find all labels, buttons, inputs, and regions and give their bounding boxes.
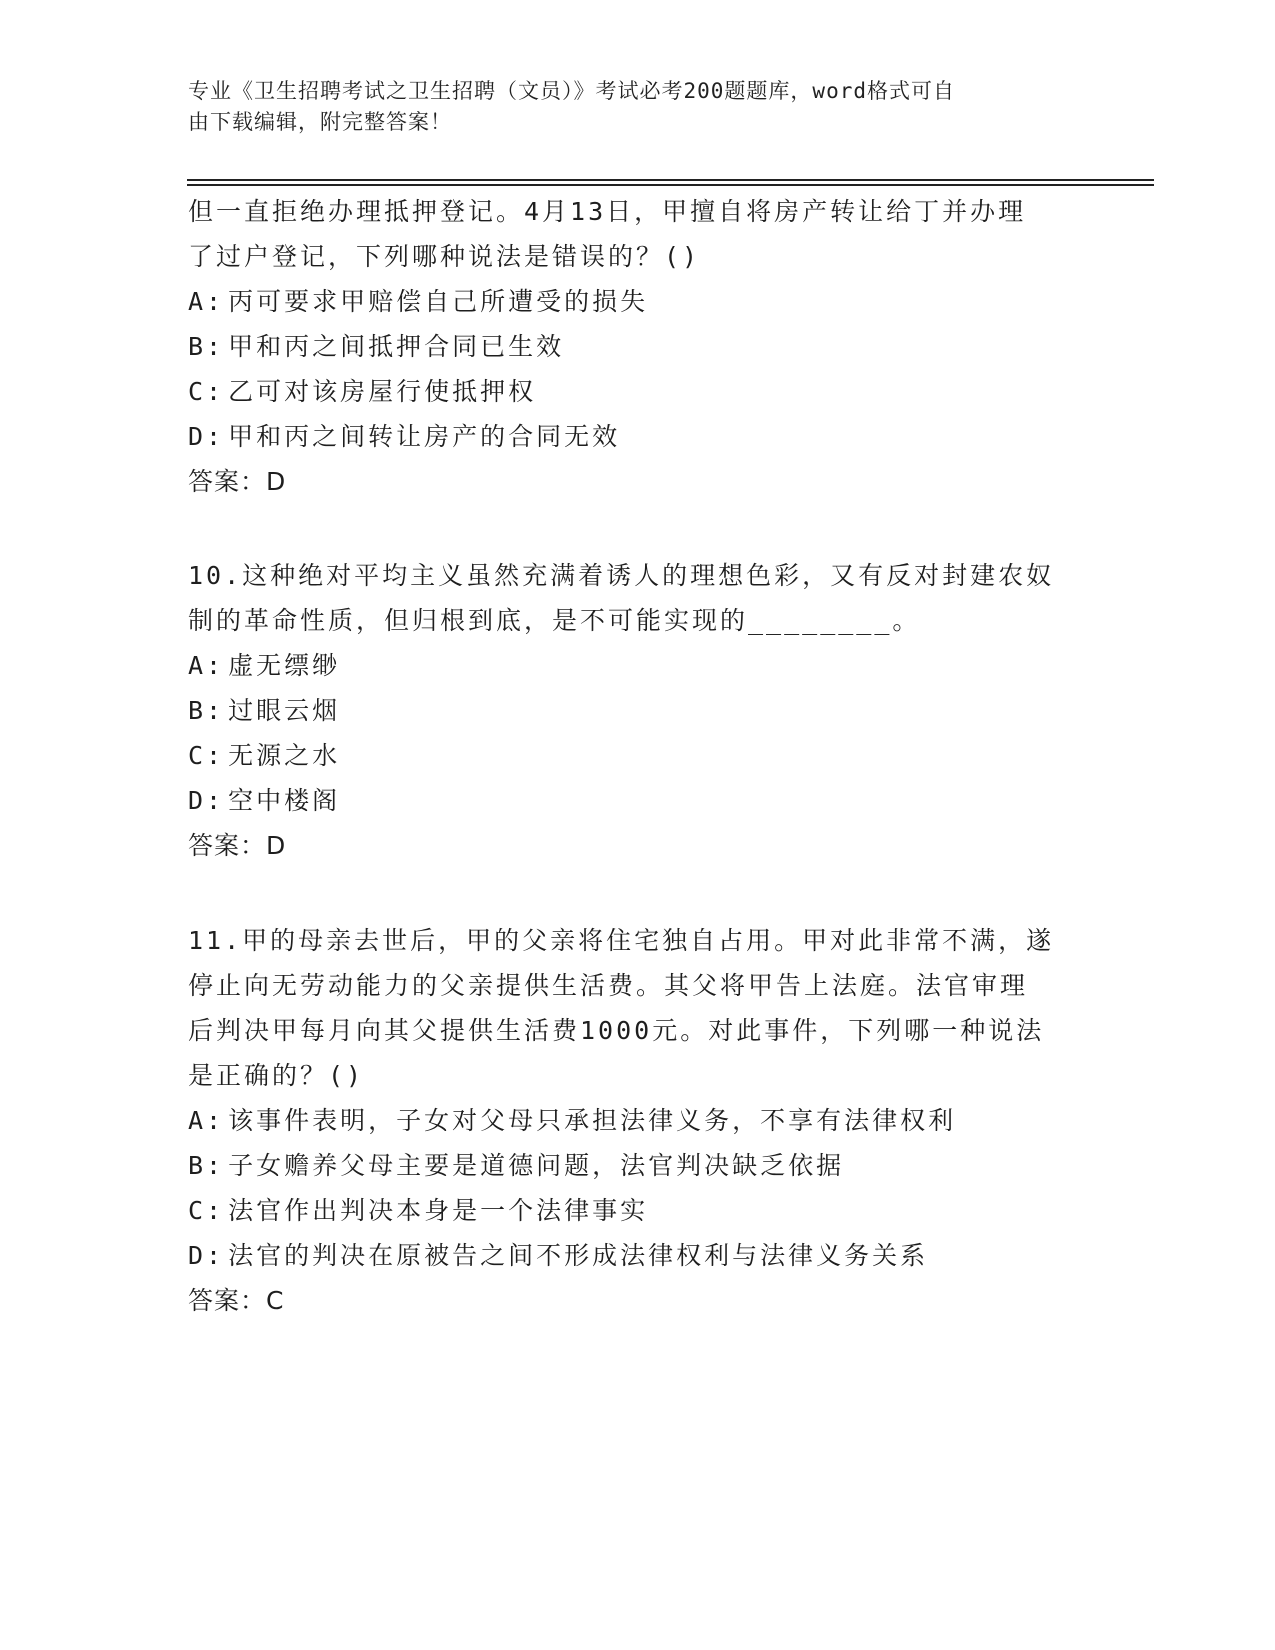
option-letter: A:: [188, 287, 225, 316]
option-letter: C:: [188, 741, 225, 770]
question-block-10: [188, 553, 1088, 868]
option-text: 该事件表明，子女对父母只承担法律义务，不享有法律权利: [228, 1106, 957, 1135]
option-d: [188, 414, 1088, 459]
question-block-9: [188, 189, 1088, 504]
option-letter: A:: [188, 651, 225, 680]
option-d: [188, 778, 1088, 823]
option-text: 无源之水: [228, 741, 341, 770]
header-title-line-2: 由下载编辑，附完整答案！: [188, 110, 452, 134]
option-letter: D:: [188, 422, 225, 451]
option-text: 乙可对该房屋行使抵押权: [228, 377, 537, 406]
option-letter: C:: [188, 377, 225, 406]
option-a: [188, 643, 1088, 688]
header-title-line-1: 专业《卫生招聘考试之卫生招聘（文员）》考试必考200题题库，word格式可自: [188, 79, 955, 103]
option-text: 过眼云烟: [228, 696, 341, 725]
question-text-line: 11.甲的母亲去世后，甲的父亲将住宅独自占用。甲对此非常不满，遂: [188, 926, 1055, 955]
question-text-line: 10.这种绝对平均主义虽然充满着诱人的理想色彩，又有反对封建农奴: [188, 561, 1055, 590]
option-text: 虚无缥缈: [228, 651, 341, 680]
option-letter: B:: [188, 1151, 225, 1180]
answer-label: 答案：D: [188, 467, 287, 496]
answer-label: 答案：C: [188, 1286, 285, 1315]
answer-label: 答案：D: [188, 831, 287, 860]
option-b: [188, 1143, 1088, 1188]
option-text: 法官作出判决本身是一个法律事实: [228, 1196, 649, 1225]
option-text: 空中楼阁: [228, 786, 341, 815]
question-text-line: 是正确的？(): [188, 1061, 365, 1090]
header-divider-bottom: [187, 184, 1154, 186]
question-text-line: 但一直拒绝办理抵押登记。4月13日，甲擅自将房产转让给丁并办理: [188, 197, 1027, 226]
document-header: [188, 76, 1068, 138]
option-letter: D:: [188, 786, 225, 815]
option-c: [188, 733, 1088, 778]
option-letter: B:: [188, 332, 225, 361]
option-a: [188, 1098, 1088, 1143]
option-d: [188, 1233, 1088, 1278]
option-letter: D:: [188, 1241, 225, 1270]
option-letter: B:: [188, 696, 225, 725]
option-text: 甲和丙之间抵押合同已生效: [228, 332, 565, 361]
option-c: [188, 1188, 1088, 1233]
question-text-line: 了过户登记，下列哪种说法是错误的？(): [188, 242, 701, 271]
option-text: 子女赡养父母主要是道德问题，法官判决缺乏依据: [228, 1151, 845, 1180]
question-text-line: 停止向无劳动能力的父亲提供生活费。其父将甲告上法庭。法官审理: [188, 971, 1029, 1000]
question-text-line: 制的革命性质，但归根到底，是不可能实现的________。: [188, 606, 921, 635]
option-b: [188, 324, 1088, 369]
question-text-line: 后判决甲每月向其父提供生活费1000元。对此事件，下列哪一种说法: [188, 1016, 1045, 1045]
option-text: 甲和丙之间转让房产的合同无效: [228, 422, 621, 451]
option-a: [188, 279, 1088, 324]
option-c: [188, 369, 1088, 414]
option-b: [188, 688, 1088, 733]
header-divider-top: [187, 179, 1154, 181]
question-block-11: [188, 918, 1088, 1323]
option-letter: A:: [188, 1106, 225, 1135]
option-letter: C:: [188, 1196, 225, 1225]
option-text: 法官的判决在原被告之间不形成法律权利与法律义务关系: [228, 1241, 929, 1270]
option-text: 丙可要求甲赔偿自己所遭受的损失: [228, 287, 649, 316]
